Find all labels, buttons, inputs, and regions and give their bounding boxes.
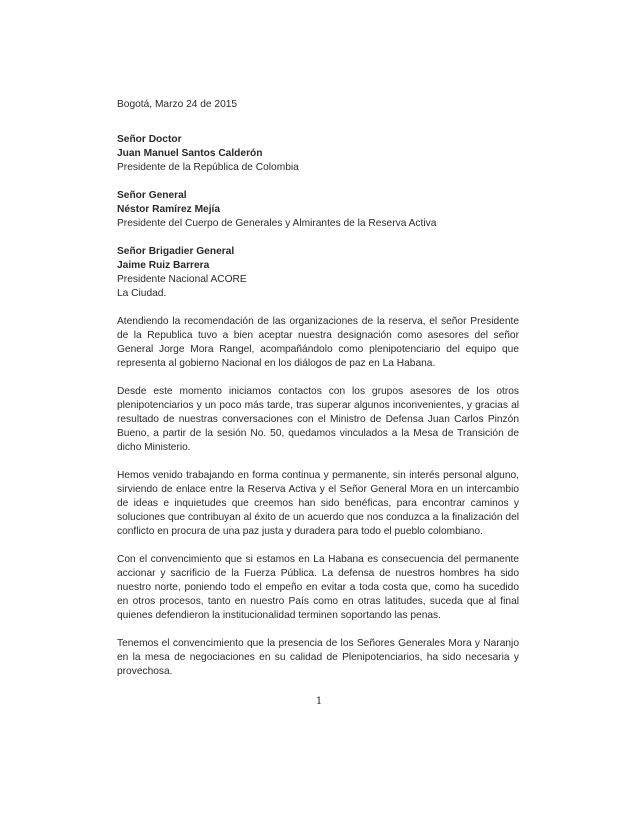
page-number: 1 xyxy=(315,696,323,707)
addressee-salutation: Señor Doctor xyxy=(117,134,182,145)
addressee-position: Presidente de la República de Colombia xyxy=(117,162,299,173)
addressee-name: Juan Manuel Santos Calderón xyxy=(117,148,263,159)
body-paragraph-5: Tenemos el convencimiento que la presencia de los Señores Generales Mora y Naranjo en la mesa de negociaciones en su calidad de Plenipotenciarios, ha sido necesaria y provechosa. xyxy=(117,638,519,677)
addressee-block-general xyxy=(117,189,519,231)
addressee-block-president xyxy=(117,133,519,175)
addressee-salutation: Señor General xyxy=(117,190,187,201)
addressee-salutation: Señor Brigadier General xyxy=(117,246,235,257)
addressee-position: Presidente del Cuerpo de Generales y Almirantes de la Reserva Activa xyxy=(117,218,437,229)
addressee-name: Jaime Ruiz Barrera xyxy=(117,260,210,271)
body-paragraph-4: Con el convencimiento que si estamos en La Habana es consecuencia del permanente accionar y sacrificio de la Fuerza Pública. La defensa de nuestros hombres ha sido nuestro norte, poniendo todo el empeño en evitar a toda costa que, como ha sucedido en otros procesos, tanto en nuestro País como en otras latitudes, suceda que al final quienes defendieron la institucionalidad terminen soportando las penas. xyxy=(117,554,519,621)
addressee-name: Néstor Ramírez Mejía xyxy=(117,204,221,215)
letter-date: Bogotá, Marzo 24 de 2015 xyxy=(117,99,238,110)
addressee-block-brigadier xyxy=(117,245,519,301)
letter-body xyxy=(117,98,519,693)
body-paragraph-3: Hemos venido trabajando en forma continua y permanente, sin interés personal alguno, sirviendo de enlace entre la Reserva Activa y el Señor General Mora en un intercambio de ideas e inquietudes que creemos han sido benéficas, para encontrar caminos y soluciones que contribuyan al éxito de un acuerdo que nos conduzca a la finalización del conflicto en procura de una paz justa y duradera para todo el pueblo colombiano. xyxy=(117,470,519,537)
addressee-location: La Ciudad. xyxy=(117,288,167,299)
body-paragraph-1: Atendiendo la recomendación de las organizaciones de la reserva, el señor Presidente de la Republica tuvo a bien aceptar nuestra designación como asesores del señor General Jorge Mora Rangel, acompañándolo como plenipotenciario del equipo que representa al gobierno Nacional en los diálogos de paz en La Habana. xyxy=(117,316,519,369)
body-paragraph-2: Desde este momento iniciamos contactos con los grupos asesores de los otros plenipotenciarios y un poco más tarde, tras superar algunos inconvenientes, y gracias al resultado de nuestras conversaciones con el Ministro de Defensa Juan Carlos Pinzón Bueno, a partir de la sesión No. 50, quedamos vinculados a la Mesa de Transición de dicho Ministerio. xyxy=(117,386,519,453)
addressee-position: Presidente Nacional ACORE xyxy=(117,274,247,285)
